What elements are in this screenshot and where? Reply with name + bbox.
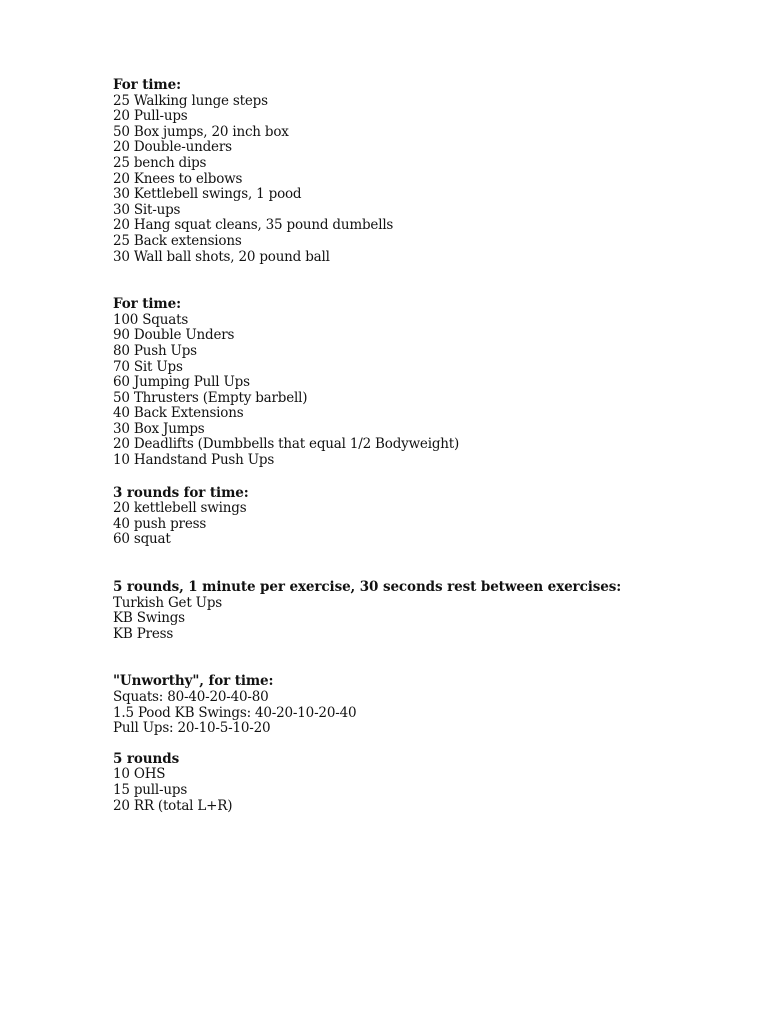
exercise-item: 20 Hang squat cleans, 35 pound dumbells (113, 217, 394, 234)
exercise-item: 50 Box jumps, 20 inch box (113, 123, 289, 140)
workout-2 (113, 297, 753, 469)
exercise-item: 60 Jumping Pull Ups (113, 374, 250, 391)
exercise-item: 30 Box Jumps (113, 420, 205, 437)
exercise-item: 25 bench dips (113, 154, 207, 171)
workout-title: For time: (113, 77, 181, 93)
exercise-item: 80 Push Ups (113, 342, 197, 359)
exercise-item: 30 Wall ball shots, 20 pound ball (113, 248, 330, 265)
workout-5 (113, 674, 753, 736)
exercise-item: 50 Thrusters (Empty barbell) (113, 389, 308, 406)
exercise-list (113, 596, 753, 643)
exercise-item: 40 Back Extensions (113, 405, 244, 422)
workout-title: 3 rounds for time: (113, 484, 249, 501)
exercise-item: 20 Knees to elbows (113, 170, 243, 187)
exercise-item: 15 pull-ups (113, 781, 188, 798)
exercise-item: 1.5 Pood KB Swings: 40-20-10-20-40 (113, 704, 357, 721)
exercise-item: 10 Handstand Push Ups (113, 452, 275, 469)
workout-3 (113, 486, 753, 548)
exercise-item: 10 OHS (113, 766, 166, 783)
exercise-item: 25 Back extensions (113, 232, 242, 249)
workout-1 (113, 78, 753, 265)
exercise-list (113, 313, 753, 469)
exercise-item: 20 kettlebell swings (113, 500, 247, 517)
document-page (113, 78, 753, 814)
exercise-list (113, 94, 753, 266)
exercise-item: 20 Double-unders (113, 139, 232, 156)
exercise-list (113, 690, 753, 737)
exercise-item: Squats: 80-40-20-40-80 (113, 689, 269, 705)
exercise-item: KB Press (113, 625, 174, 642)
workout-title: For time: (113, 296, 181, 313)
exercise-list (113, 767, 753, 814)
exercise-item: 60 squat (113, 531, 171, 548)
exercise-item: 70 Sit Ups (113, 358, 183, 375)
exercise-item: 25 Walking lunge steps (113, 92, 268, 109)
workout-title: "Unworthy", for time: (113, 673, 274, 690)
exercise-item: 40 push press (113, 515, 207, 532)
workout-4 (113, 580, 753, 642)
exercise-item: 30 Sit-ups (113, 201, 181, 218)
exercise-item: 20 RR (total L+R) (113, 797, 233, 814)
exercise-item: 30 Kettlebell swings, 1 pood (113, 186, 302, 203)
exercise-item: 90 Double Unders (113, 327, 235, 344)
exercise-item: 20 Pull-ups (113, 108, 188, 125)
exercise-item: 20 Deadlifts (Dumbbells that equal 1/2 Bodyweight) (113, 436, 460, 453)
exercise-item: Turkish Get Ups (113, 594, 223, 611)
exercise-item: Pull Ups: 20-10-5-10-20 (113, 720, 271, 737)
exercise-list (113, 501, 753, 548)
workout-title: 5 rounds (113, 750, 180, 767)
workout-title: 5 rounds, 1 minute per exercise, 30 seconds rest between exercises: (113, 579, 622, 596)
exercise-item: 100 Squats (113, 311, 189, 328)
workout-6 (113, 752, 753, 814)
exercise-item: KB Swings (113, 610, 185, 627)
